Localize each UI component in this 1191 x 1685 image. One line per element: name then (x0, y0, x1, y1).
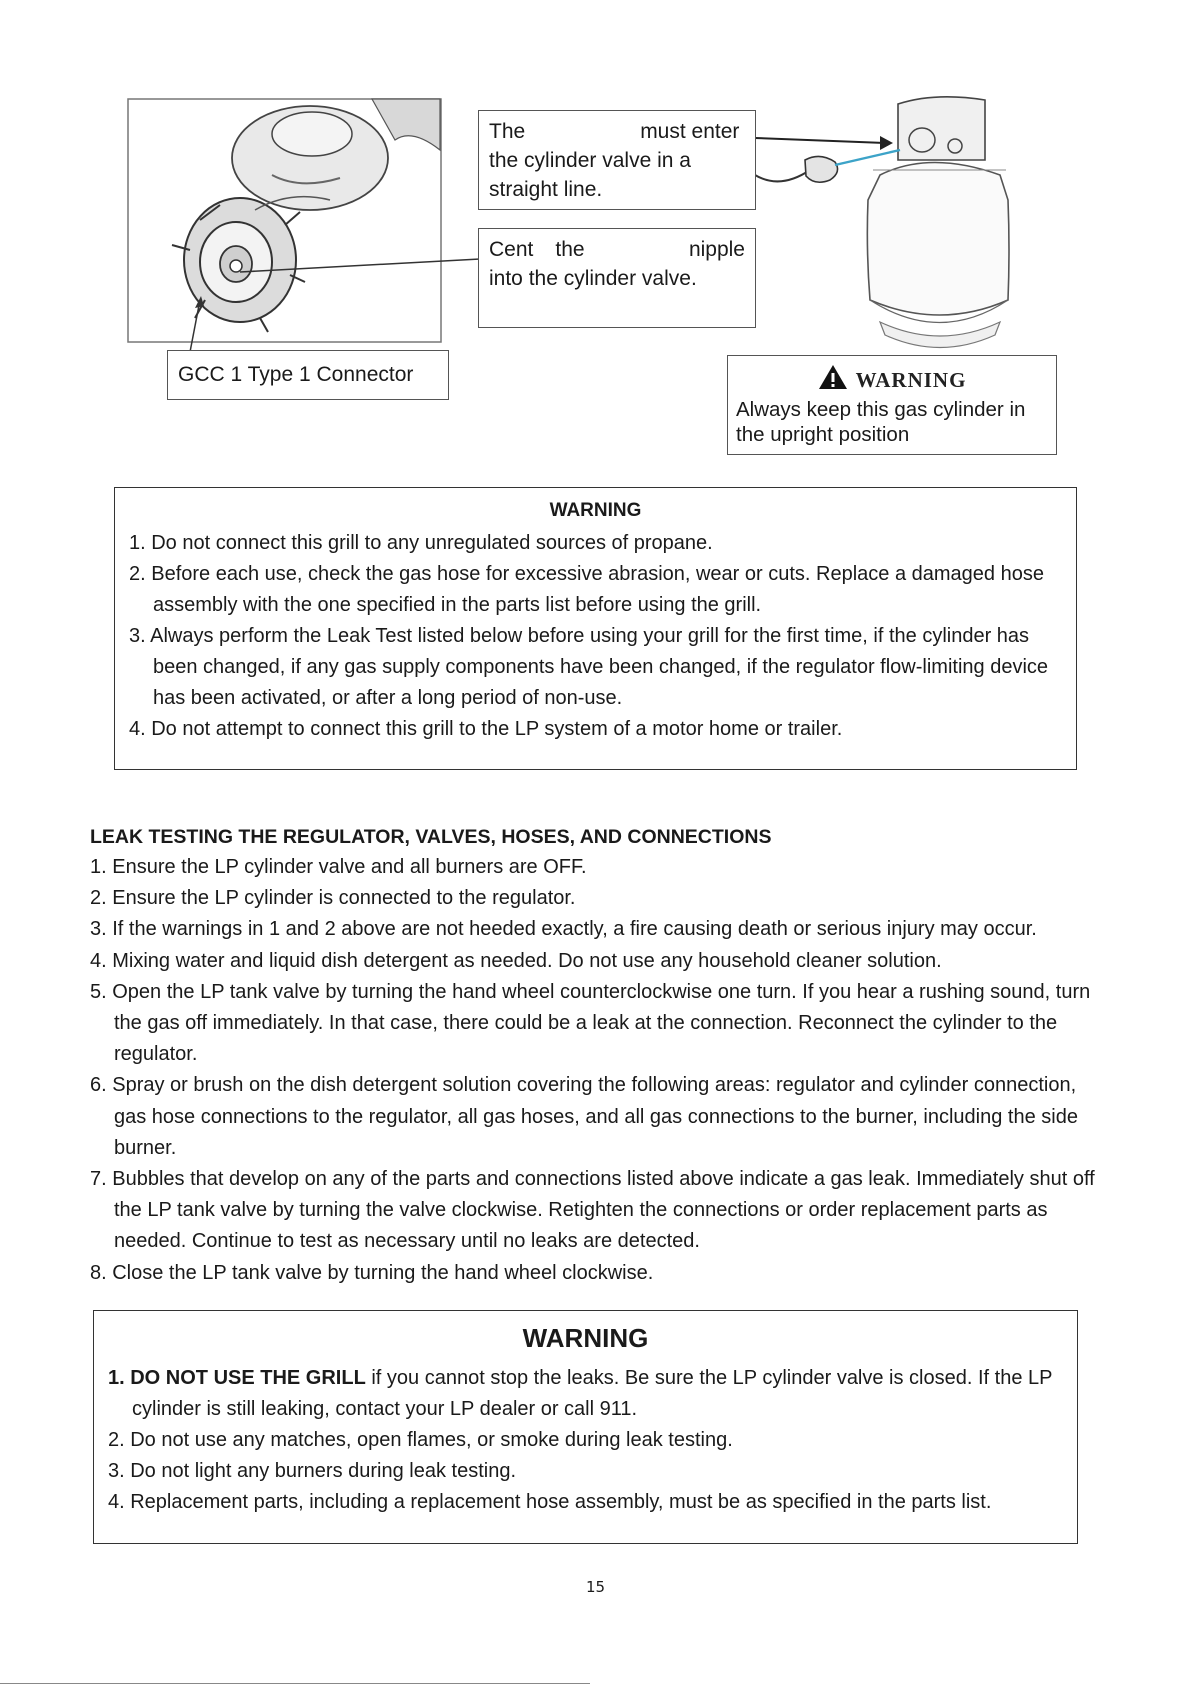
warning-box-connection (114, 487, 1077, 770)
callout-line-2: the cylinder valve in a (489, 149, 691, 172)
small-connector (805, 156, 838, 182)
list-item: 1. Do not connect this grill to any unregulated sources of propane. (129, 532, 713, 554)
warning-box-2-list (108, 1363, 1063, 1518)
cylinder-warning-text: Always keep this gas cylinder in the upright position (736, 398, 1026, 446)
list-item: 6. Spray or brush on the dish detergent solution covering the following areas: regulator and cylinder connection, gas hose connections to the regulator, all gas hoses, and all gas connections to the burner, including the side burner. (90, 1074, 1078, 1159)
warning-triangle-icon (818, 364, 848, 390)
callout-center-line-2: into the cylinder valve. (489, 267, 697, 290)
cylinder-warning-callout (727, 355, 1057, 455)
list-item: 3. If the warnings in 1 and 2 above are not heeded exactly, a fire causing death or serious injury may occur. (90, 918, 1037, 941)
leak-testing-section (90, 822, 1110, 1289)
cylinder-warning-title: WARNING (855, 368, 967, 392)
list-item: 4. Replacement parts, including a replacement hose assembly, must be as specified in the parts list. (108, 1491, 992, 1513)
list-item: 3. Do not light any burners during leak testing. (108, 1460, 517, 1482)
connector-label-text: GCC 1 Type 1 Connector (178, 363, 414, 386)
cylinder-warning-header (736, 364, 1048, 393)
list-item: 4. Mixing water and liquid dish detergent as needed. Do not use any household cleaner solution. (90, 949, 942, 972)
center-nipple-callout (478, 228, 756, 328)
callout-word-cent: Cent (489, 238, 534, 261)
callout-line-3: straight line. (489, 178, 603, 201)
warning-box-2-title: WARNING (522, 1323, 649, 1353)
straight-line-callout (478, 110, 756, 210)
list-item: 7. Bubbles that develop on any of the parts and connections listed above indicate a gas leak. Immediately shut off the LP tank valve by turning the valve clockwise. Retighten the connections or order replacement parts as needed. Continue to test as necessary until no leaks are detected. (90, 1168, 1095, 1253)
list-item: 1. Ensure the LP cylinder valve and all burners are OFF. (90, 856, 587, 878)
callout-word-the-2: the (555, 238, 585, 261)
connector-label (167, 350, 449, 400)
warning-box-1-title: WARNING (549, 500, 642, 521)
callout-word-nipple: nipple (688, 238, 745, 261)
page-number: 15 (585, 1578, 606, 1596)
list-item: 2. Do not use any matches, open flames, or smoke during leak testing. (108, 1429, 733, 1451)
list-item (108, 1363, 1063, 1425)
connection-illustration (0, 0, 1191, 470)
list-item: 4. Do not attempt to connect this grill to the LP system of a motor home or trailer. (129, 718, 843, 740)
warning-box-1-list (129, 528, 1062, 745)
list-item: 2. Ensure the LP cylinder is connected to the regulator. (90, 887, 576, 910)
list-item: 2. Before each use, check the gas hose for excessive abrasion, wear or cuts. Replace a damaged hose assembly with the one specified in the parts list before using the grill. (129, 563, 1044, 616)
callout-must-enter: must enter (640, 120, 740, 143)
bottom-divider (0, 1683, 590, 1684)
do-not-use-grill-emphasis: 1. DO NOT USE THE GRILL (108, 1367, 366, 1389)
list-item: 3. Always perform the Leak Test listed below before using your grill for the first time, if the cylinder has been changed, if any gas supply components have been changed, if the regulator flow-limiting device has been activated, or after a long period of non-use. (129, 625, 1049, 709)
leak-testing-heading: LEAK TESTING THE REGULATOR, VALVES, HOSES, AND CONNECTIONS (90, 826, 772, 848)
connector-nut (172, 198, 305, 332)
list-item-text: if you cannot stop the leaks. Be sure the LP cylinder valve is closed. If the LP cylinder is still leaking, contact your LP dealer or call 911. (132, 1367, 1053, 1420)
callout-word-the: The (489, 120, 526, 143)
leak-testing-steps (90, 852, 1110, 1289)
warning-box-leaks (93, 1310, 1078, 1544)
list-item: 8. Close the LP tank valve by turning the hand wheel clockwise. (90, 1261, 654, 1284)
propane-cylinder (867, 97, 1009, 348)
list-item: 5. Open the LP tank valve by turning the hand wheel counterclockwise one turn. If you hear a rushing sound, turn the gas off immediately. In that case, there could be a leak at the connection. Reconnect the cylinder to the regulator. (90, 980, 1091, 1066)
